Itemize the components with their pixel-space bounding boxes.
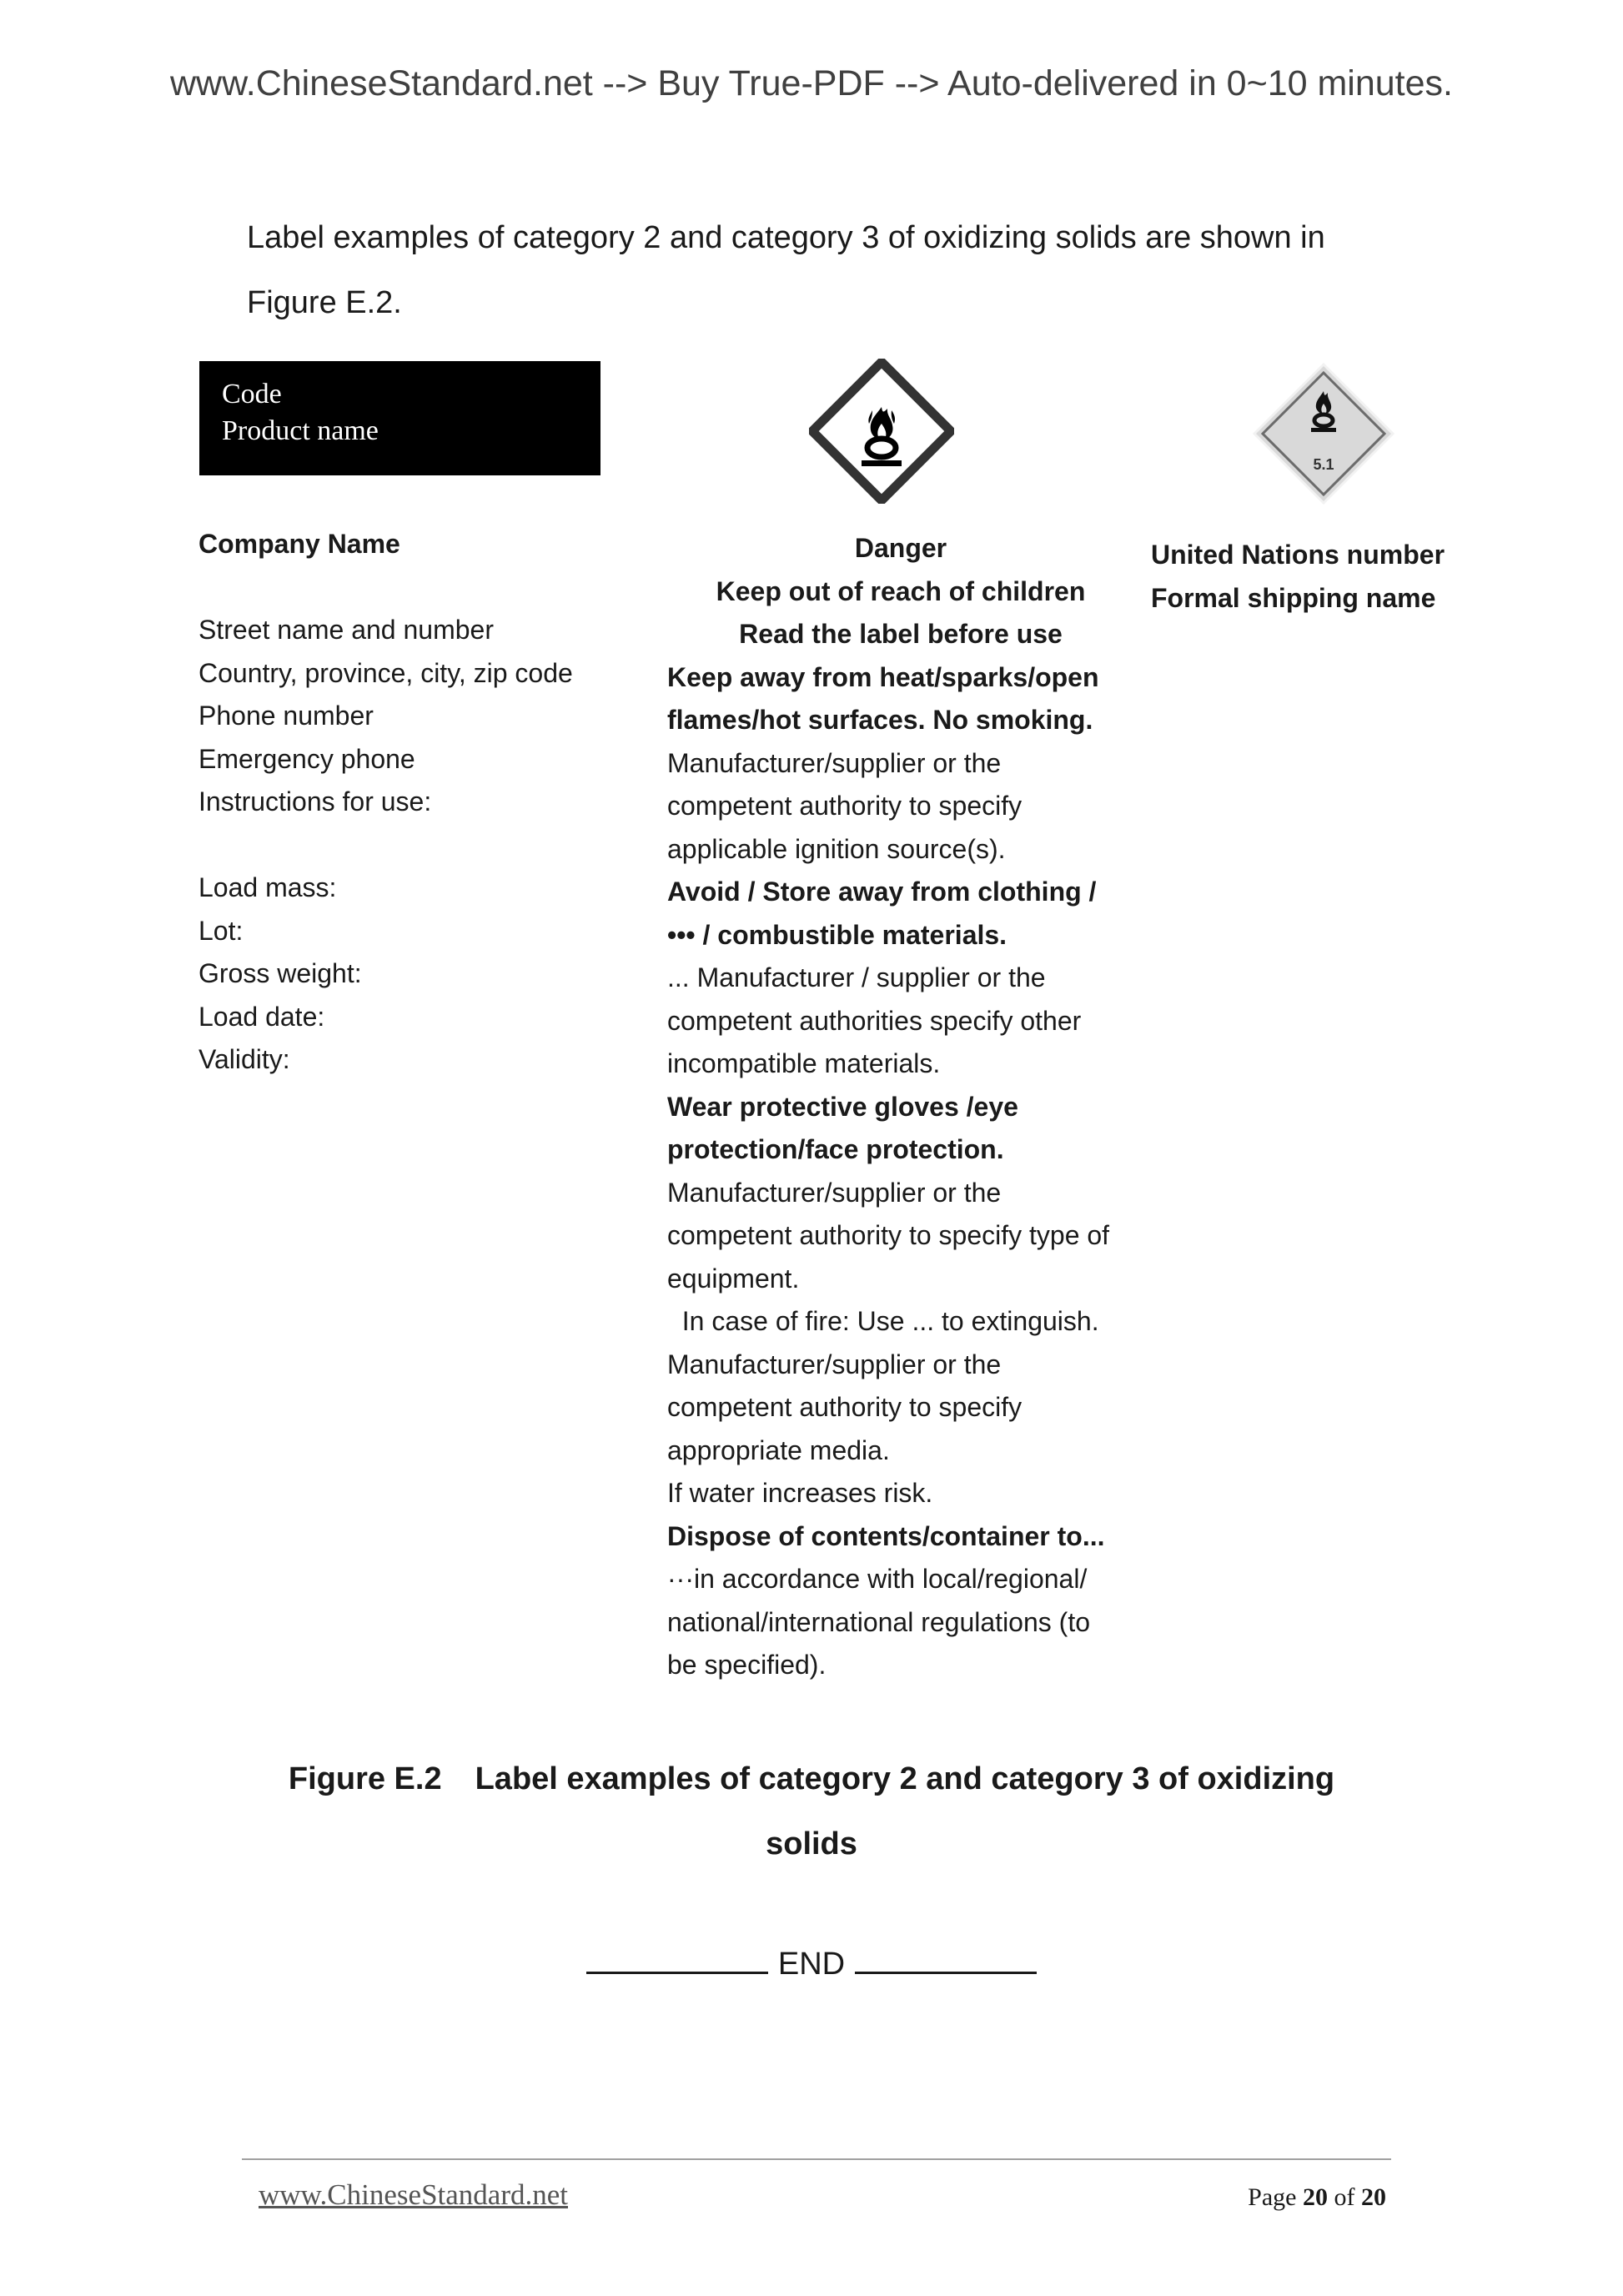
precaution-note: incompatible materials.	[667, 1048, 941, 1078]
precaution-note: ···in accordance with local/regional/	[667, 1564, 1088, 1594]
load-line: Gross weight:	[198, 958, 362, 988]
code-product-box	[199, 361, 600, 475]
load-line: Load mass:	[198, 872, 337, 902]
address-line: Street name and number	[198, 615, 494, 645]
page-total: 20	[1361, 2183, 1386, 2211]
page-word: Page	[1248, 2183, 1297, 2211]
end-text: END	[777, 1947, 846, 1982]
precaution-note: ... Manufacturer / supplier or the	[667, 962, 1046, 992]
address-line: Country, province, city, zip code	[198, 657, 573, 688]
figure-caption	[0, 1746, 1623, 1876]
product-name-label: Product name	[222, 415, 379, 446]
precaution-note: competent authority to specify type of	[667, 1220, 1110, 1250]
fire-statement: In case of fire: Use ... to extinguish.	[667, 1306, 1099, 1336]
precaution-note: equipment.	[667, 1263, 800, 1294]
precaution-note: applicable ignition source(s).	[667, 833, 1006, 864]
end-rule-right	[855, 1947, 1037, 1974]
un-number-label: United Nations number	[1151, 540, 1445, 570]
end-rule-left	[586, 1947, 768, 1974]
precaution-note: Manufacturer/supplier or the	[667, 1349, 1002, 1379]
load-line: Lot:	[198, 915, 244, 946]
end-marker	[0, 1947, 1623, 1982]
top-banner: www.ChineseStandard.net --> Buy True-PDF --> Auto-delivered in 0~10 minutes.	[169, 63, 1453, 103]
figure-title: Label examples of category 2 and category 3 of oxidizing	[475, 1761, 1335, 1796]
page-indicator	[1248, 2183, 1386, 2212]
flame-over-circle-icon	[809, 359, 954, 504]
precaution-bold: protection/face protection.	[667, 1134, 1004, 1164]
precaution-note: Manufacturer/supplier or the	[667, 747, 1002, 778]
left-column	[198, 523, 573, 1082]
intro-line: Label examples of category 2 and category 3 of oxidizing solids are shown in	[247, 220, 1325, 255]
precaution-bold: Dispose of contents/container to...	[667, 1520, 1105, 1551]
precaution-note: competent authorities specify other	[667, 1005, 1082, 1036]
precaution-note: If water increases risk.	[667, 1478, 933, 1508]
code-label: Code	[222, 379, 282, 409]
load-line: Load date:	[198, 1001, 325, 1032]
precaution-note: appropriate media.	[667, 1434, 890, 1465]
shipping-name-label: Formal shipping name	[1151, 582, 1436, 613]
address-line: Phone number	[198, 701, 374, 731]
precaution-note: competent authority to specify	[667, 791, 1023, 821]
figure-label: Figure E.2	[288, 1761, 442, 1796]
precaution-note: national/international regulations (to	[667, 1606, 1090, 1637]
precaution-bold: Wear protective gloves /eye	[667, 1091, 1018, 1122]
load-line: Validity:	[198, 1044, 290, 1074]
signal-word: Danger	[854, 533, 947, 563]
precaution-bold: flames/hot surfaces. No smoking.	[667, 705, 1093, 735]
figure-title-cont: solids	[766, 1826, 857, 1861]
intro-line: Figure E.2.	[247, 285, 402, 320]
footer-site-link[interactable]: www.ChineseStandard.net	[259, 2178, 568, 2211]
precaution-bold: ••• / combustible materials.	[667, 919, 1007, 950]
transport-class-number: 5.1	[1313, 456, 1334, 473]
company-name: Company Name	[198, 529, 400, 559]
footer-divider	[242, 2158, 1391, 2160]
right-column	[1151, 534, 1445, 620]
address-line: Emergency phone	[198, 743, 415, 774]
of-word: of	[1334, 2183, 1355, 2211]
precaution-note: be specified).	[667, 1650, 827, 1680]
precaution-note: competent authority to specify	[667, 1392, 1023, 1422]
precaution-bold: Avoid / Store away from clothing /	[667, 877, 1097, 907]
middle-column	[667, 527, 1134, 1687]
transport-class-5-1-icon	[1251, 361, 1396, 506]
precaution-bold: Keep away from heat/sparks/open	[667, 661, 1099, 692]
keep-out-statement: Keep out of reach of children	[716, 575, 1086, 606]
page-number: 20	[1303, 2183, 1328, 2211]
address-line: Instructions for use:	[198, 786, 432, 816]
precaution-note: Manufacturer/supplier or the	[667, 1177, 1002, 1208]
read-label-statement: Read the label before use	[739, 619, 1063, 649]
intro-paragraph	[247, 205, 1406, 335]
